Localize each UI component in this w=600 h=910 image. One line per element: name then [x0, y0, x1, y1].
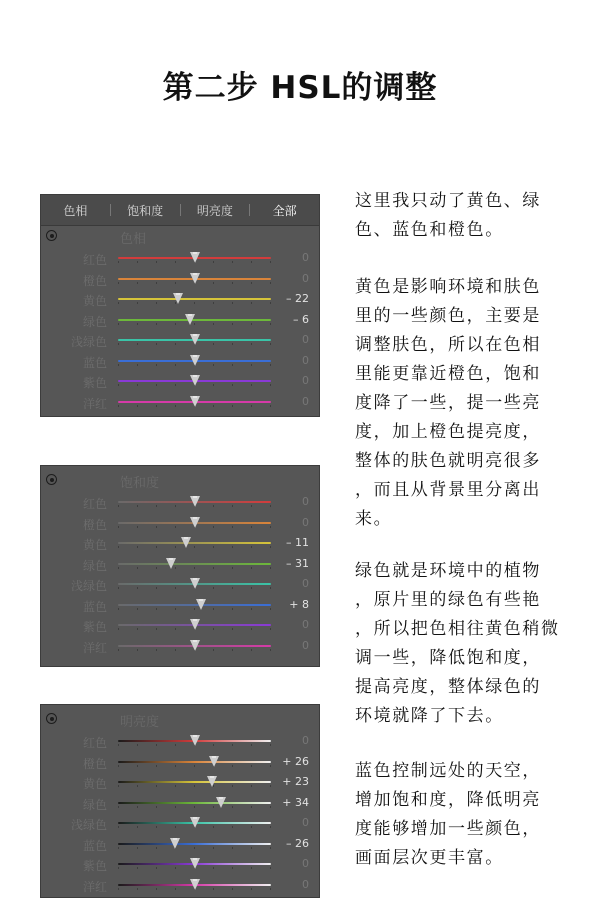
panel-title: 色相 [120, 232, 147, 247]
slider-label: 紫色 [82, 376, 107, 390]
slider-label: 黄色 [82, 294, 107, 308]
hsl-panel-saturation [40, 465, 320, 667]
slider-thumb[interactable] [170, 838, 180, 849]
slider-ticks [118, 567, 271, 569]
paragraph-line: 度能够增加一些颜色， [355, 819, 541, 839]
slider-track[interactable] [118, 802, 271, 804]
paragraph-line: 绿色就是环境中的植物 [355, 561, 541, 581]
panel-title: 明亮度 [120, 715, 160, 730]
slider-row-orange [41, 752, 319, 773]
slider-thumb[interactable] [209, 756, 219, 767]
slider-thumb[interactable] [190, 252, 200, 263]
slider-label: 紫色 [82, 620, 107, 634]
slider-track[interactable] [118, 563, 271, 565]
slider-thumb[interactable] [181, 537, 191, 548]
slider-ticks [118, 806, 271, 808]
paragraph-line: 环境就降了下去。 [355, 706, 504, 726]
slider-row-aqua [41, 574, 319, 595]
slider-label: 蓝色 [82, 599, 107, 614]
slider-value[interactable]: 0 [302, 618, 309, 631]
slider-thumb[interactable] [190, 273, 200, 284]
slider-track[interactable] [118, 761, 271, 763]
slider-thumb[interactable] [190, 517, 200, 528]
slider-thumb[interactable] [190, 375, 200, 386]
slider-value[interactable]: – 11 [286, 536, 309, 549]
paragraph-line: 调一些，降低饱和度， [355, 648, 541, 668]
tab-hue[interactable]: 色相 [63, 203, 88, 218]
slider-thumb[interactable] [166, 558, 176, 569]
slider-value[interactable]: 0 [302, 271, 309, 285]
paragraph-line: 调整肤色，所以在色相 [355, 335, 541, 355]
slider-thumb[interactable] [190, 817, 200, 828]
paragraph-line: 来。 [355, 509, 393, 529]
tab-all[interactable]: 全部 [272, 203, 297, 218]
slider-ticks [118, 847, 271, 849]
slider-ticks [118, 765, 271, 767]
slider-label: 黄色 [82, 777, 107, 791]
slider-thumb[interactable] [190, 334, 200, 345]
paragraph-line: 提高亮度，整体绿色的 [355, 677, 541, 697]
slider-value[interactable]: – 31 [286, 556, 309, 570]
slider-ticks [118, 785, 271, 787]
slider-thumb[interactable] [190, 496, 200, 507]
slider-label: 红色 [82, 497, 107, 511]
description-paragraph-3 [355, 557, 590, 731]
slider-value[interactable]: 0 [302, 374, 309, 387]
paragraph-line: 整体的肤色就明亮很多 [355, 451, 541, 471]
slider-row-blue [41, 595, 319, 616]
hsl-panel-luminance [40, 704, 320, 898]
paragraph-line: 度，加上橙色提亮度， [355, 422, 541, 442]
slider-value[interactable]: – 6 [293, 312, 309, 326]
slider-label: 红色 [82, 253, 107, 267]
slider-value[interactable]: 0 [302, 515, 309, 529]
slider-row-magenta [41, 392, 319, 413]
slider-value[interactable]: 0 [302, 734, 309, 747]
slider-label: 洋红 [82, 879, 107, 894]
slider-thumb[interactable] [216, 797, 226, 808]
slider-track[interactable] [118, 604, 271, 606]
slider-row-purple [41, 615, 319, 636]
slider-row-orange [41, 513, 319, 534]
slider-label: 绿色 [82, 314, 107, 329]
slider-track[interactable] [118, 843, 271, 845]
slider-thumb[interactable] [190, 355, 200, 366]
slider-row-red [41, 248, 319, 269]
target-adjust-icon[interactable] [46, 230, 57, 241]
paragraph-line: ，原片里的绿色有些艳 [355, 590, 541, 610]
slider-row-blue [41, 834, 319, 855]
slider-value[interactable]: 0 [302, 857, 309, 870]
slider-thumb[interactable] [190, 396, 200, 407]
slider-thumb[interactable] [190, 619, 200, 630]
slider-label: 浅绿色 [70, 579, 107, 593]
slider-label: 浅绿色 [70, 818, 107, 832]
panel-header [41, 226, 319, 248]
slider-label: 浅绿色 [70, 335, 107, 349]
tab-luminance[interactable]: 明亮度 [196, 203, 233, 218]
slider-value[interactable]: 0 [302, 638, 309, 652]
slider-value[interactable]: 0 [302, 251, 309, 264]
paragraph-line: 里能更靠近橙色，饱和 [355, 364, 541, 384]
paragraph-line: 这里我只动了黄色、绿 [355, 191, 541, 211]
slider-thumb[interactable] [190, 879, 200, 890]
slider-track[interactable] [118, 298, 271, 300]
panel-header [41, 709, 319, 731]
slider-value[interactable]: 0 [302, 394, 309, 408]
slider-row-yellow [41, 772, 319, 793]
description-paragraph-2 [355, 273, 590, 534]
slider-label: 紫色 [82, 859, 107, 873]
tab-saturation[interactable]: 饱和度 [127, 203, 164, 218]
slider-label: 红色 [82, 736, 107, 750]
slider-label: 洋红 [82, 640, 107, 655]
panel-title: 饱和度 [120, 476, 160, 491]
slider-thumb[interactable] [190, 858, 200, 869]
description-paragraph-4 [355, 757, 590, 873]
target-adjust-icon[interactable] [46, 713, 57, 724]
slider-thumb[interactable] [190, 640, 200, 651]
slider-row-blue [41, 351, 319, 372]
slider-row-green [41, 310, 319, 331]
target-adjust-icon[interactable] [46, 474, 57, 485]
slider-label: 橙色 [82, 756, 107, 771]
slider-thumb[interactable] [185, 314, 195, 325]
hsl-tab-bar [41, 195, 319, 226]
slider-value[interactable]: 0 [302, 877, 309, 891]
slider-thumb[interactable] [173, 293, 183, 304]
description-paragraph-1 [355, 187, 590, 245]
paragraph-line: ，所以把色相往黄色稍微 [355, 619, 560, 639]
slider-value[interactable]: 0 [302, 495, 309, 508]
slider-value[interactable]: 0 [302, 816, 309, 829]
paragraph-line: 画面层次更丰富。 [355, 848, 504, 868]
paragraph-line: 度降了一些，提一些亮 [355, 393, 541, 413]
slider-label: 黄色 [82, 538, 107, 552]
slider-track[interactable] [118, 542, 271, 544]
slider-value[interactable]: – 22 [286, 292, 309, 305]
slider-row-magenta [41, 875, 319, 896]
paragraph-line: ，而且从背景里分离出 [355, 480, 541, 500]
page-title: 第二步 HSL的调整 [162, 70, 438, 106]
slider-row-green [41, 793, 319, 814]
slider-label: 蓝色 [82, 355, 107, 370]
slider-track[interactable] [118, 781, 271, 783]
slider-row-red [41, 731, 319, 752]
paragraph-line: 里的一些颜色，主要是 [355, 306, 541, 326]
slider-thumb[interactable] [190, 578, 200, 589]
paragraph-line: 色、蓝色和橙色。 [355, 220, 504, 240]
slider-row-aqua [41, 813, 319, 834]
slider-ticks [118, 608, 271, 610]
slider-ticks [118, 302, 271, 304]
slider-label: 洋红 [82, 396, 107, 411]
paragraph-line: 蓝色控制远处的天空， [355, 761, 541, 781]
slider-row-aqua [41, 330, 319, 351]
slider-label: 绿色 [82, 797, 107, 812]
paragraph-line: 增加饱和度，降低明亮 [355, 790, 541, 810]
slider-thumb[interactable] [196, 599, 206, 610]
slider-value[interactable]: 0 [302, 333, 309, 346]
slider-row-magenta [41, 636, 319, 657]
slider-thumb[interactable] [190, 735, 200, 746]
slider-label: 蓝色 [82, 838, 107, 853]
slider-value[interactable]: – 26 [286, 836, 309, 850]
slider-row-orange [41, 269, 319, 290]
slider-thumb[interactable] [207, 776, 217, 787]
slider-value[interactable]: 0 [302, 353, 309, 367]
slider-value[interactable]: + 8 [289, 597, 309, 611]
slider-label: 橙色 [82, 517, 107, 532]
slider-value[interactable]: + 23 [282, 775, 309, 788]
slider-value[interactable]: 0 [302, 577, 309, 590]
slider-row-yellow [41, 289, 319, 310]
slider-row-purple [41, 371, 319, 392]
hsl-panel-hue [40, 194, 320, 417]
slider-value[interactable]: + 26 [282, 754, 309, 768]
slider-label: 绿色 [82, 558, 107, 573]
slider-ticks [118, 546, 271, 548]
slider-row-red [41, 492, 319, 513]
slider-value[interactable]: + 34 [282, 795, 309, 809]
paragraph-line: 黄色是影响环境和肤色 [355, 277, 541, 297]
slider-row-purple [41, 854, 319, 875]
panel-header [41, 470, 319, 492]
slider-row-yellow [41, 533, 319, 554]
slider-row-green [41, 554, 319, 575]
slider-label: 橙色 [82, 273, 107, 288]
